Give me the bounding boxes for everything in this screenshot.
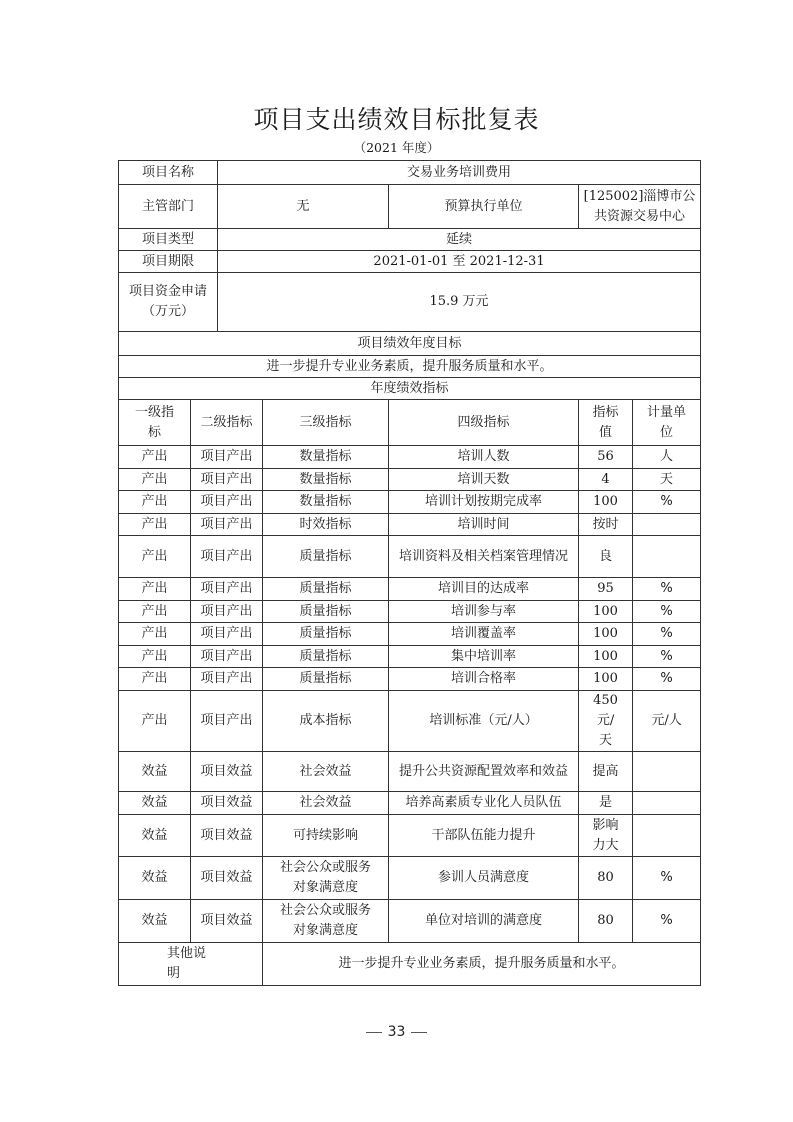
level2-cell: 项目产出 — [191, 623, 263, 646]
level1-cell: 产出 — [119, 601, 191, 623]
row-annual-goal-header — [119, 332, 701, 356]
indicator-row — [119, 900, 701, 943]
row-annual-goal — [119, 356, 701, 378]
other-notes-text: 进一步提升专业业务素质，提升服务质量和水平。 — [263, 943, 701, 986]
level2-cell: 项目产出 — [191, 578, 263, 601]
level3-cell: 社会公众或服务对象满意度 — [263, 900, 389, 943]
unit-cell: % — [633, 857, 701, 900]
unit-cell — [633, 536, 701, 578]
annual-goal-label: 项目绩效年度目标 — [119, 332, 701, 356]
level4-cell: 培训标准（元/人） — [389, 691, 579, 752]
level3-cell: 质量指标 — [263, 646, 389, 668]
level2-cell: 项目效益 — [191, 857, 263, 900]
document-title: 项目支出绩效目标批复表 — [253, 105, 540, 134]
page-number — [0, 1024, 793, 1040]
value-cell: 4 — [579, 469, 633, 491]
value-cell: 100 — [579, 623, 633, 646]
unit-cell: % — [633, 668, 701, 691]
level3-cell: 数量指标 — [263, 469, 389, 491]
level2-cell: 项目产出 — [191, 646, 263, 668]
unit-cell: % — [633, 900, 701, 943]
indicator-row — [119, 601, 701, 623]
level4-cell: 培训人数 — [389, 446, 579, 469]
type-value: 延续 — [218, 229, 701, 251]
header-unit: 计量单位 — [633, 400, 701, 446]
value-cell: 95 — [579, 578, 633, 601]
unit-cell: % — [633, 601, 701, 623]
dept-label: 主管部门 — [119, 185, 218, 229]
header-l3: 三级指标 — [263, 400, 389, 446]
page-number-text: 33 — [387, 1024, 406, 1040]
value-cell: 100 — [579, 601, 633, 623]
level4-cell: 参训人员满意度 — [389, 857, 579, 900]
indicator-row — [119, 792, 701, 815]
level4-cell: 提升公共资源配置效率和效益 — [389, 752, 579, 792]
level2-cell: 项目产出 — [191, 514, 263, 536]
unit-cell: % — [633, 646, 701, 668]
indicator-row — [119, 446, 701, 469]
level4-cell: 培训覆盖率 — [389, 623, 579, 646]
period-label: 项目期限 — [119, 251, 218, 273]
value-cell: 80 — [579, 857, 633, 900]
value-cell: 450 元/天 — [579, 691, 633, 752]
project-name-value: 交易业务培训费用 — [218, 161, 701, 185]
level3-cell: 数量指标 — [263, 446, 389, 469]
row-fund — [119, 273, 701, 332]
unit-cell: % — [633, 578, 701, 601]
header-value: 指标值 — [579, 400, 633, 446]
row-department — [119, 185, 701, 229]
level4-cell: 单位对培训的满意度 — [389, 900, 579, 943]
level2-cell: 项目产出 — [191, 491, 263, 514]
header-l1: 一级指标 — [119, 400, 191, 446]
indicator-header-row — [119, 400, 701, 446]
row-indicator-section — [119, 378, 701, 400]
level1-cell: 产出 — [119, 668, 191, 691]
level4-cell: 培训合格率 — [389, 668, 579, 691]
level1-cell: 效益 — [119, 792, 191, 815]
level1-cell: 效益 — [119, 900, 191, 943]
project-name-label: 项目名称 — [119, 161, 218, 185]
level3-cell: 数量指标 — [263, 491, 389, 514]
value-cell: 100 — [579, 668, 633, 691]
level3-cell: 质量指标 — [263, 668, 389, 691]
other-notes-label: 其他说明 — [119, 943, 263, 986]
level3-cell: 社会效益 — [263, 792, 389, 815]
indicator-row — [119, 646, 701, 668]
level1-cell: 产出 — [119, 623, 191, 646]
level1-cell: 产出 — [119, 446, 191, 469]
value-cell: 100 — [579, 646, 633, 668]
level3-cell: 质量指标 — [263, 536, 389, 578]
indicator-row — [119, 752, 701, 792]
level2-cell: 项目产出 — [191, 668, 263, 691]
level1-cell: 产出 — [119, 691, 191, 752]
indicator-row — [119, 514, 701, 536]
level4-cell: 培训时间 — [389, 514, 579, 536]
level4-cell: 培训资料及相关档案管理情况 — [389, 536, 579, 578]
level1-cell: 效益 — [119, 815, 191, 857]
unit-cell: 元/人 — [633, 691, 701, 752]
indicator-row — [119, 491, 701, 514]
level4-cell: 培养高素质专业化人员队伍 — [389, 792, 579, 815]
level2-cell: 项目效益 — [191, 752, 263, 792]
unit-cell: % — [633, 623, 701, 646]
level4-cell: 培训计划按期完成率 — [389, 491, 579, 514]
level3-cell: 质量指标 — [263, 578, 389, 601]
level1-cell: 产出 — [119, 491, 191, 514]
fund-value: 15.9 万元 — [218, 273, 701, 332]
unit-cell: % — [633, 491, 701, 514]
header-l2: 二级指标 — [191, 400, 263, 446]
value-cell: 100 — [579, 491, 633, 514]
level1-cell: 产出 — [119, 514, 191, 536]
indicator-row — [119, 857, 701, 900]
indicator-row — [119, 578, 701, 601]
page-dash-left — [366, 1032, 382, 1033]
level1-cell: 产出 — [119, 536, 191, 578]
value-cell: 提高 — [579, 752, 633, 792]
level3-cell: 社会效益 — [263, 752, 389, 792]
indicator-row — [119, 469, 701, 491]
level4-cell: 干部队伍能力提升 — [389, 815, 579, 857]
document-subtitle: （2021 年度） — [353, 140, 440, 155]
indicator-row — [119, 668, 701, 691]
page-dash-right — [411, 1032, 427, 1033]
level4-cell: 集中培训率 — [389, 646, 579, 668]
level2-cell: 项目产出 — [191, 536, 263, 578]
level2-cell: 项目产出 — [191, 691, 263, 752]
level2-cell: 项目产出 — [191, 601, 263, 623]
dept-value: 无 — [218, 185, 389, 229]
value-cell: 56 — [579, 446, 633, 469]
level1-cell: 产出 — [119, 469, 191, 491]
unit-cell — [633, 792, 701, 815]
indicator-row — [119, 815, 701, 857]
level1-cell: 产出 — [119, 578, 191, 601]
level4-cell: 培训参与率 — [389, 601, 579, 623]
indicator-section-label: 年度绩效指标 — [119, 378, 701, 400]
annual-goal-text: 进一步提升专业业务素质，提升服务质量和水平。 — [119, 356, 701, 378]
fund-label: 项目资金申请（万元） — [119, 273, 218, 332]
value-cell: 良 — [579, 536, 633, 578]
row-project-name — [119, 161, 701, 185]
indicator-row — [119, 691, 701, 752]
value-cell: 按时 — [579, 514, 633, 536]
level3-cell: 成本指标 — [263, 691, 389, 752]
level3-cell: 时效指标 — [263, 514, 389, 536]
level3-cell: 可持续影响 — [263, 815, 389, 857]
level1-cell: 效益 — [119, 857, 191, 900]
row-project-type — [119, 229, 701, 251]
exec-unit-label: 预算执行单位 — [389, 185, 579, 229]
indicator-row — [119, 623, 701, 646]
exec-unit-value: [125002]淄博市公共资源交易中心 — [579, 185, 701, 229]
header-l4: 四级指标 — [389, 400, 579, 446]
level4-cell: 培训天数 — [389, 469, 579, 491]
level2-cell: 项目效益 — [191, 900, 263, 943]
level1-cell: 产出 — [119, 646, 191, 668]
period-value: 2021-01-01 至 2021-12-31 — [218, 251, 701, 273]
unit-cell: 天 — [633, 469, 701, 491]
type-label: 项目类型 — [119, 229, 218, 251]
indicator-row — [119, 536, 701, 578]
value-cell: 80 — [579, 900, 633, 943]
level2-cell: 项目产出 — [191, 469, 263, 491]
level3-cell: 质量指标 — [263, 623, 389, 646]
value-cell: 影响力大 — [579, 815, 633, 857]
level1-cell: 效益 — [119, 752, 191, 792]
row-other-notes — [119, 943, 701, 986]
level4-cell: 培训目的达成率 — [389, 578, 579, 601]
value-cell: 是 — [579, 792, 633, 815]
performance-target-table — [118, 160, 701, 986]
unit-cell: 人 — [633, 446, 701, 469]
level2-cell: 项目效益 — [191, 815, 263, 857]
unit-cell — [633, 815, 701, 857]
unit-cell — [633, 514, 701, 536]
level3-cell: 质量指标 — [263, 601, 389, 623]
unit-cell — [633, 752, 701, 792]
level2-cell: 项目产出 — [191, 446, 263, 469]
level2-cell: 项目效益 — [191, 792, 263, 815]
row-project-period — [119, 251, 701, 273]
level3-cell: 社会公众或服务对象满意度 — [263, 857, 389, 900]
